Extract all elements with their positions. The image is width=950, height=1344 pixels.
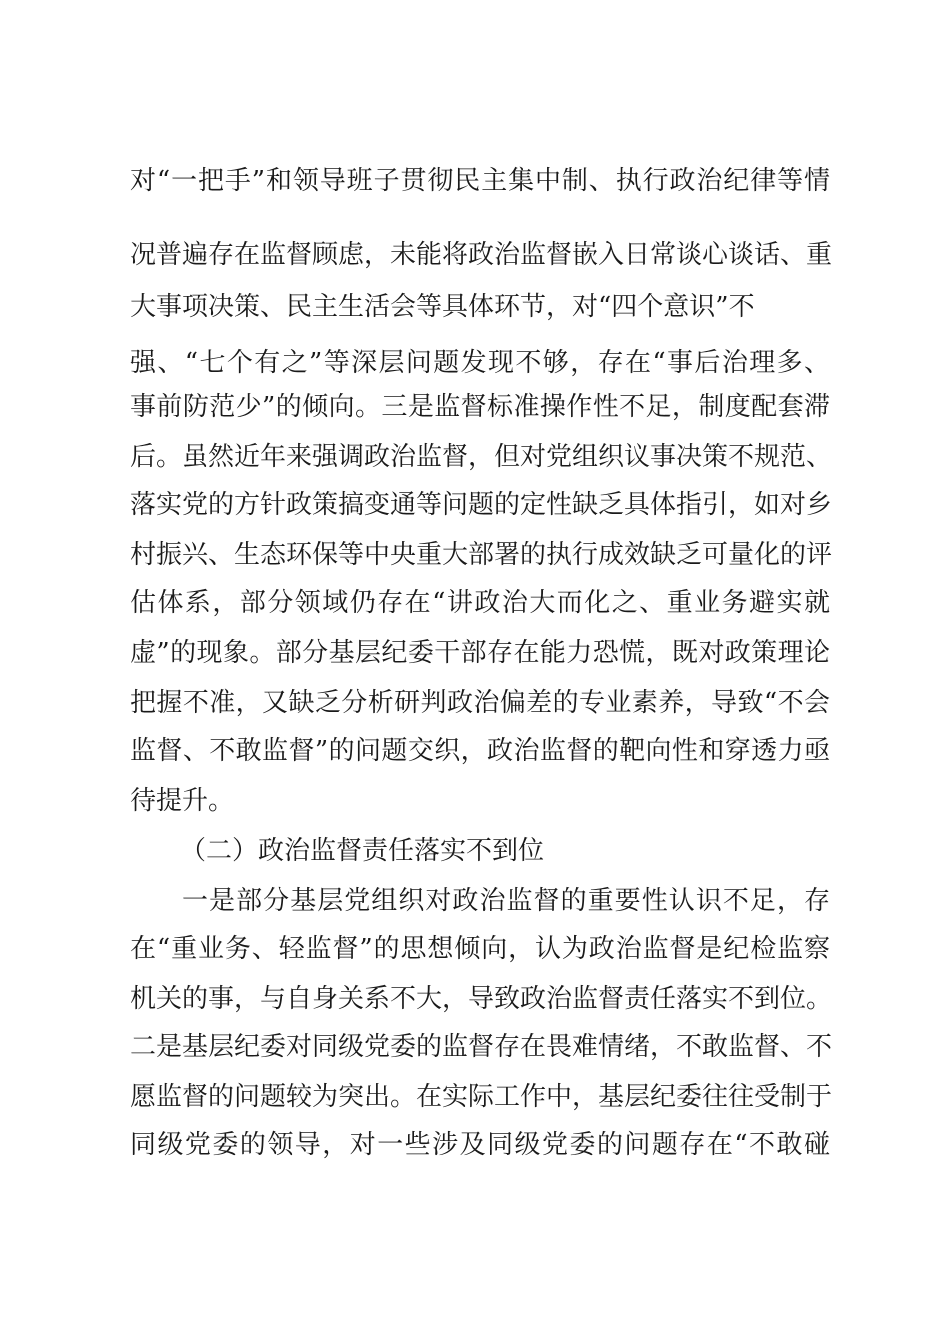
text-line: 同级党委的领导，对一些涉及同级党委的问题存在“不敢碰 [130,1130,830,1160]
text-line: 村振兴、生态环保等中央重大部署的执行成效缺乏可量化的评 [130,540,833,570]
section-heading: （二）政治监督责任落实不到位 [180,836,545,866]
text-line: 监督、不敢监督”的问题交织，政治监督的靶向性和穿透力亟 [130,736,830,766]
text-line: 虚”的现象。部分基层纪委干部存在能力恐慌，既对政策理论 [130,638,830,668]
text-line: 二是基层纪委对同级党委的监督存在畏难情绪，不敢监督、不 [130,1032,833,1062]
text-line: 把握不准，又缺乏分析研判政治偏差的专业素养，导致“不会 [130,688,830,718]
text-line: 后。虽然近年来强调政治监督，但对党组织议事决策不规范、 [130,442,833,472]
text-line: 愿监督的问题较为突出。在实际工作中，基层纪委往往受制于 [130,1082,833,1112]
text-line: 事前防范少”的倾向。三是监督标准操作性不足，制度配套滞 [130,392,830,422]
text-line: 在“重业务、轻监督”的思想倾向，认为政治监督是纪检监察 [130,934,830,964]
text-line: 对“一把手”和领导班子贯彻民主集中制、执行政治纪律等情 [130,166,830,196]
text-line: 大事项决策、民主生活会等具体环节，对“四个意识”不 [130,292,755,322]
text-line: 落实党的方针政策搞变通等问题的定性缺乏具体指引，如对乡 [130,490,833,520]
text-line: 待提升。 [130,786,235,816]
text-line: 况普遍存在监督顾虑，未能将政治监督嵌入日常谈心谈话、重 [130,240,833,270]
text-line: 一是部分基层党组织对政治监督的重要性认识不足，存 [182,886,830,916]
text-line: 强、“七个有之”等深层问题发现不够，存在“事后治理多、 [130,348,830,378]
text-line: 机关的事，与自身关系不大，导致政治监督责任落实不到位。 [130,984,833,1014]
text-line: 估体系，部分领域仍存在“讲政治大而化之、重业务避实就 [130,588,830,618]
